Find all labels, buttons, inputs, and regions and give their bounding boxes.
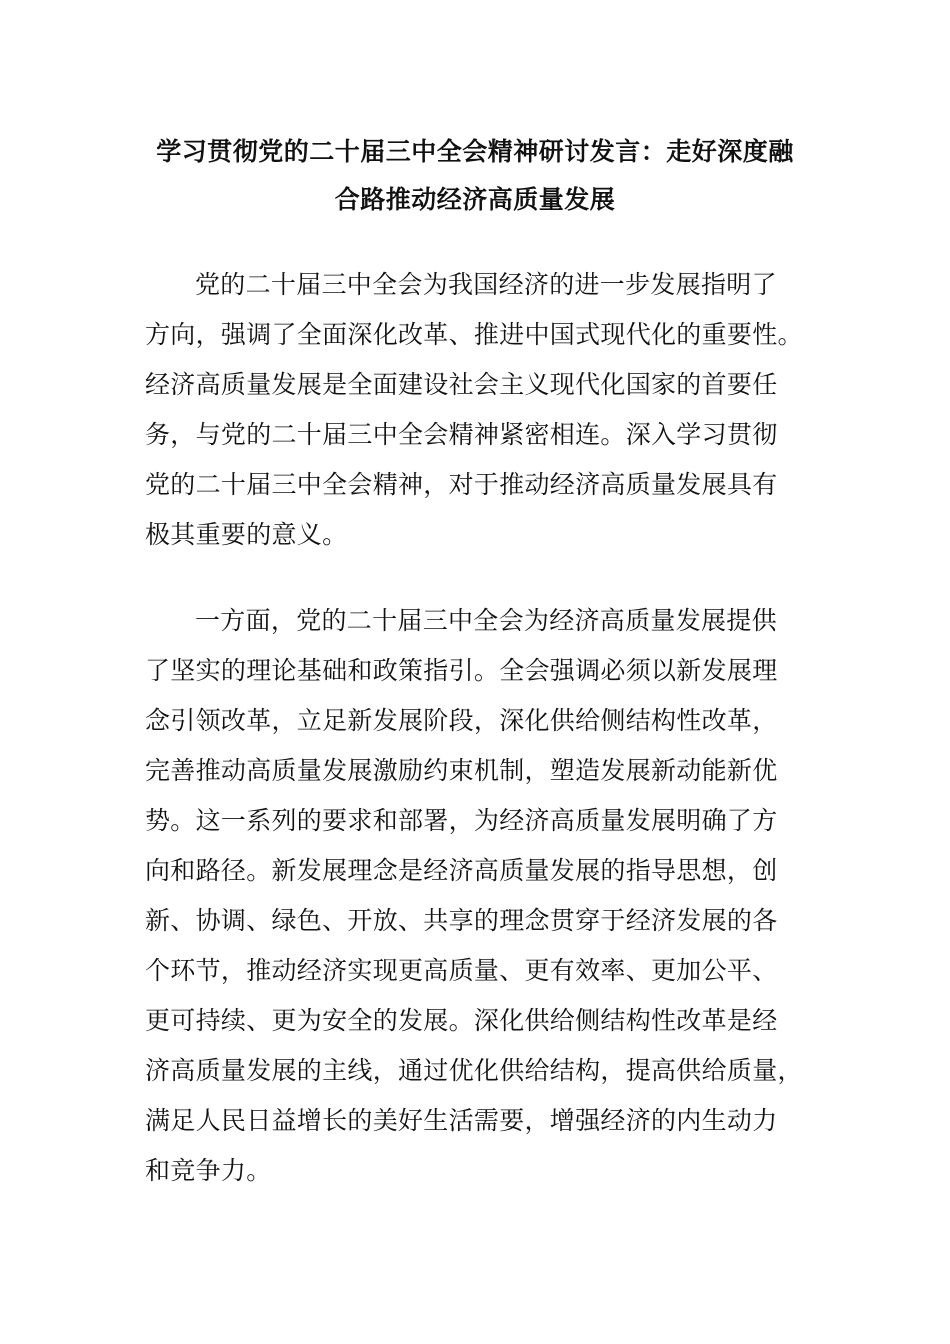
- paragraph-line: 满足人民日益增长的美好生活需要，增强经济的内生动力: [145, 1106, 778, 1135]
- paragraph-line: 念引领改革，立足新发展阶段，深化供给侧结构性改革，: [145, 706, 778, 735]
- paragraph-line: 经济高质量发展是全面建设社会主义现代化国家的首要任: [145, 370, 778, 399]
- paragraph-line: 方向，强调了全面深化改革、推进中国式现代化的重要性。: [145, 320, 803, 349]
- paragraph-line: 完善推动高质量发展激励约束机制，塑造发展新动能新优: [145, 756, 778, 785]
- title-line: 学习贯彻党的二十届三中全会精神研讨发言：走好深度融: [156, 137, 794, 166]
- paragraph-2: [145, 596, 815, 1196]
- paragraph-line: 个环节，推动经济实现更高质量、更有效率、更加公平、: [145, 956, 778, 985]
- paragraph-1: [145, 260, 815, 560]
- paragraph-line: 向和路径。新发展理念是经济高质量发展的指导思想，创: [145, 856, 778, 885]
- paragraph-line: 济高质量发展的主线，通过优化供给结构，提高供给质量，: [145, 1056, 803, 1085]
- title-line: 合路推动经济高质量发展: [334, 185, 616, 214]
- paragraph-line: 势。这一系列的要求和部署，为经济高质量发展明确了方: [145, 806, 778, 835]
- paragraph-line: 了坚实的理论基础和政策指引。全会强调必须以新发展理: [145, 656, 778, 685]
- paragraph-line: 极其重要的意义。: [145, 520, 348, 549]
- paragraph-line: 新、协调、绿色、开放、共享的理念贯穿于经济发展的各: [145, 906, 778, 935]
- paragraph-line: 务，与党的二十届三中全会精神紧密相连。深入学习贯彻: [145, 420, 778, 449]
- paragraph-line: 和竞争力。: [145, 1156, 272, 1185]
- paragraph-line: 党的二十届三中全会精神，对于推动经济高质量发展具有: [145, 470, 778, 499]
- paragraph-line: 一方面，党的二十届三中全会为经济高质量发展提供: [195, 606, 777, 635]
- paragraph-line: 党的二十届三中全会为我国经济的进一步发展指明了: [195, 270, 777, 299]
- paragraph-line: 更可持续、更为安全的发展。深化供给侧结构性改革是经: [145, 1006, 778, 1035]
- document-title: [140, 128, 810, 224]
